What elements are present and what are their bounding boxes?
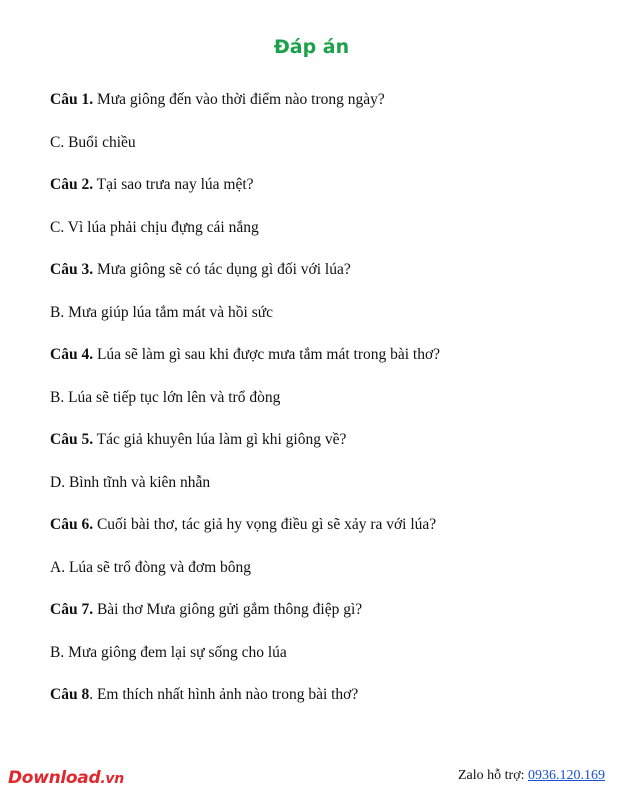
question-3 xyxy=(50,261,590,279)
answer-2: C. Vì lúa phải chịu đựng cái nắng xyxy=(50,218,259,236)
question-text: Bài thơ Mưa giông gửi gắm thông điệp gì? xyxy=(93,601,363,618)
question-text: . Em thích nhất hình ảnh nào trong bài thơ? xyxy=(89,686,359,703)
question-text: Tại sao trưa nay lúa mệt? xyxy=(93,176,254,193)
answer-6: A. Lúa sẽ trổ đòng và đơm bông xyxy=(50,558,252,576)
answer-7: B. Mưa giông đem lại sự sống cho lúa xyxy=(50,643,287,661)
question-text: Mưa giông đến vào thời điểm nào trong ngày? xyxy=(93,91,385,108)
question-label: Câu 4. xyxy=(50,346,94,363)
support-contact xyxy=(458,768,605,784)
question-label: Câu 6. xyxy=(50,516,94,533)
question-label: Câu 8 xyxy=(50,686,90,703)
question-1 xyxy=(50,91,590,109)
logo-tld: .vn xyxy=(100,771,124,787)
question-text: Lúa sẽ làm gì sau khi được mưa tắm mát trong bài thơ? xyxy=(93,346,441,363)
page-title: Đáp án xyxy=(273,36,350,58)
logo-text: Download xyxy=(8,768,101,788)
question-2 xyxy=(50,176,590,194)
answer-list xyxy=(50,91,590,704)
question-text: Mưa giông sẽ có tác dụng gì đối với lúa? xyxy=(93,261,351,278)
question-7 xyxy=(50,601,590,619)
question-label: Câu 3. xyxy=(50,261,94,278)
question-label: Câu 5. xyxy=(50,431,94,448)
answer-1: C. Buổi chiều xyxy=(50,133,136,151)
support-phone-link[interactable]: 0936.120.169 xyxy=(528,768,605,783)
question-label: Câu 2. xyxy=(50,176,94,193)
question-label: Câu 7. xyxy=(50,601,94,618)
question-8 xyxy=(50,686,590,704)
question-text: Tác giả khuyên lúa làm gì khi giông về? xyxy=(93,431,347,448)
question-label: Câu 1. xyxy=(50,91,94,108)
question-5 xyxy=(50,431,590,449)
page-footer xyxy=(0,766,623,796)
answer-4: B. Lúa sẽ tiếp tục lớn lên và trổ đòng xyxy=(50,388,281,406)
download-vn-logo[interactable] xyxy=(8,768,124,788)
answer-5: D. Bình tĩnh và kiên nhẫn xyxy=(50,473,211,491)
question-4 xyxy=(50,346,590,364)
answer-3: B. Mưa giúp lúa tắm mát và hồi sức xyxy=(50,303,274,321)
support-label: Zalo hỗ trợ: xyxy=(458,768,528,783)
question-6 xyxy=(50,516,590,534)
question-text: Cuối bài thơ, tác giả hy vọng điều gì sẽ xảy ra với lúa? xyxy=(93,516,437,533)
